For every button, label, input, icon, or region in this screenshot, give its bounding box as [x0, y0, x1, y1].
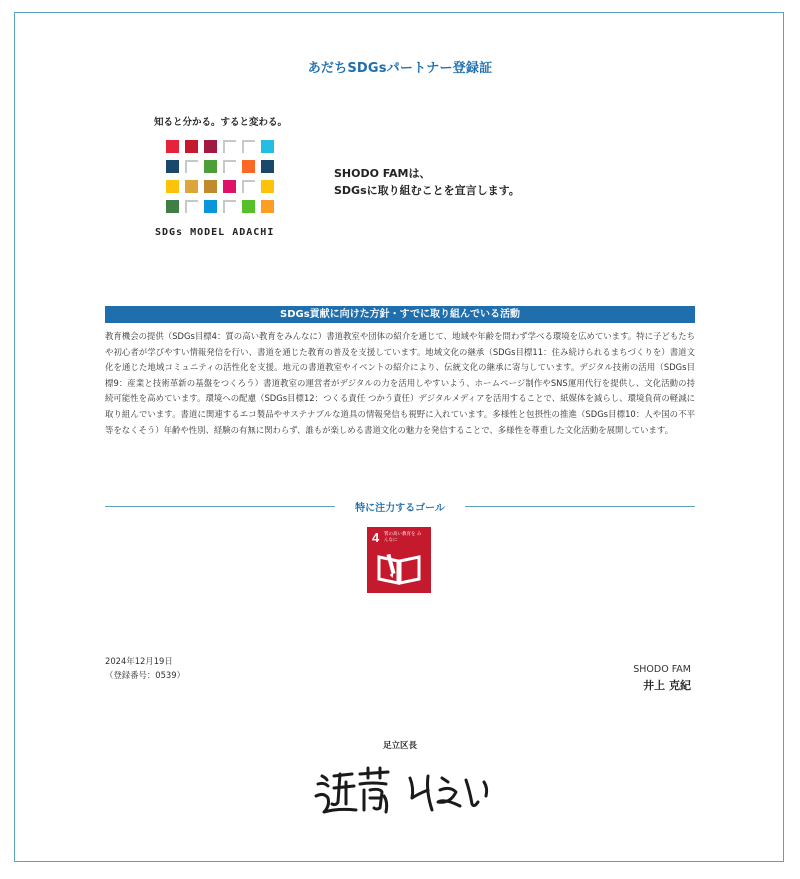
- logo-tile: [166, 140, 179, 153]
- logo-tile: [166, 160, 179, 173]
- logo-tile: [166, 180, 179, 193]
- logo-tile: [204, 200, 217, 213]
- logo-tile: [242, 180, 255, 193]
- logo-tile: [185, 180, 198, 193]
- logo-tile: [185, 140, 198, 153]
- logo-tile: [261, 140, 274, 153]
- logo-tile: [185, 200, 198, 213]
- logo-tile: [204, 180, 217, 193]
- book-icon: [367, 527, 431, 593]
- logo-tile: [261, 180, 274, 193]
- logo-tile: [185, 160, 198, 173]
- declaration: [334, 165, 520, 199]
- declaration-line-1: SHODO FAMは、: [334, 167, 431, 180]
- logo-tile: [261, 160, 274, 173]
- sdgs-model-adachi-logo: [166, 140, 278, 218]
- goal-heading-row: [105, 499, 695, 515]
- logo-tile: [204, 160, 217, 173]
- logo-tile: [242, 160, 255, 173]
- logo-tile: [166, 200, 179, 213]
- goal-label: 質の高い教育を みんなに: [384, 532, 422, 543]
- logo-tile: [223, 140, 236, 153]
- activities-heading: SDGs貢献に向けた方針・すでに取り組んでいる活動: [105, 306, 695, 323]
- logo-tagline: 知ると分かる。すると変わる。: [154, 117, 288, 128]
- activities-body: 教育機会の提供（SDGs目標4：質の高い教育をみんなに）書道教室や団体の紹介を通じて、地域や年齢を問わず学べる環境を広めています。特に子どもたちや初心者が学びやすい情報発信を行い、書道を通じた教育の普及を支援しています。地域文化の継承（SDGs目標11：住み続けられるまちづくりを）書道文化を通じた地域コミュニティの活性化を支援。地元の書道教室やイベントの紹介により、伝統文化の継承に寄与しています。デジタル技術の活用（SDGs目標9：産業と技術革新の基盤をつくろう）書道教室の運営者がデジタルの力を活用しやすいよう、ホームページ制作やSNS運用代行を提供し、文化活動の持続可能性を高めています。環境への配慮（SDGs目標12：つくる責任 つかう責任）デジタルメディアを活用することで、紙媒体を減らし、環境負荷の軽減に取り組んでいます。書道に関連するエコ製品やサステナブルな道具の情報発信も視野に入れています。多様性と包摂性の推進（SDGs目標10：人や国の不平等をなくそう）年齢や性別、経験の有無に関わらず、誰もが楽しめる書道文化の魅力を発信することで、多様性を尊重した文化活動を展開しています。: [105, 331, 695, 435]
- sdg-goal-4-tile: [367, 527, 431, 593]
- goal-number: 4: [372, 530, 380, 545]
- logo-name: SDGs MODEL ADACHI: [155, 227, 275, 238]
- logo-tile: [223, 180, 236, 193]
- logo-tile: [204, 140, 217, 153]
- declaration-line-2: SDGsに取り組むことを宣言します。: [334, 184, 520, 197]
- registration-info: [105, 654, 185, 682]
- organization-name: SHODO FAM: [633, 664, 691, 675]
- certificate-title: あだちSDGsパートナー登録証: [307, 61, 493, 76]
- logo-tile: [242, 140, 255, 153]
- representative-name: 井上 克紀: [643, 679, 691, 692]
- logo-tile: [223, 160, 236, 173]
- mayor-signature: [310, 762, 495, 820]
- organization-block: [633, 664, 691, 693]
- registration-date: 2024年12月19日: [105, 656, 173, 666]
- registration-number: （登録番号：0539）: [105, 670, 185, 680]
- mayor-title: 足立区長: [382, 741, 417, 751]
- goal-heading: 特に注力するゴール: [355, 503, 445, 514]
- logo-tile: [261, 200, 274, 213]
- logo-tile: [242, 200, 255, 213]
- logo-tile: [223, 200, 236, 213]
- divider-right: [465, 506, 695, 507]
